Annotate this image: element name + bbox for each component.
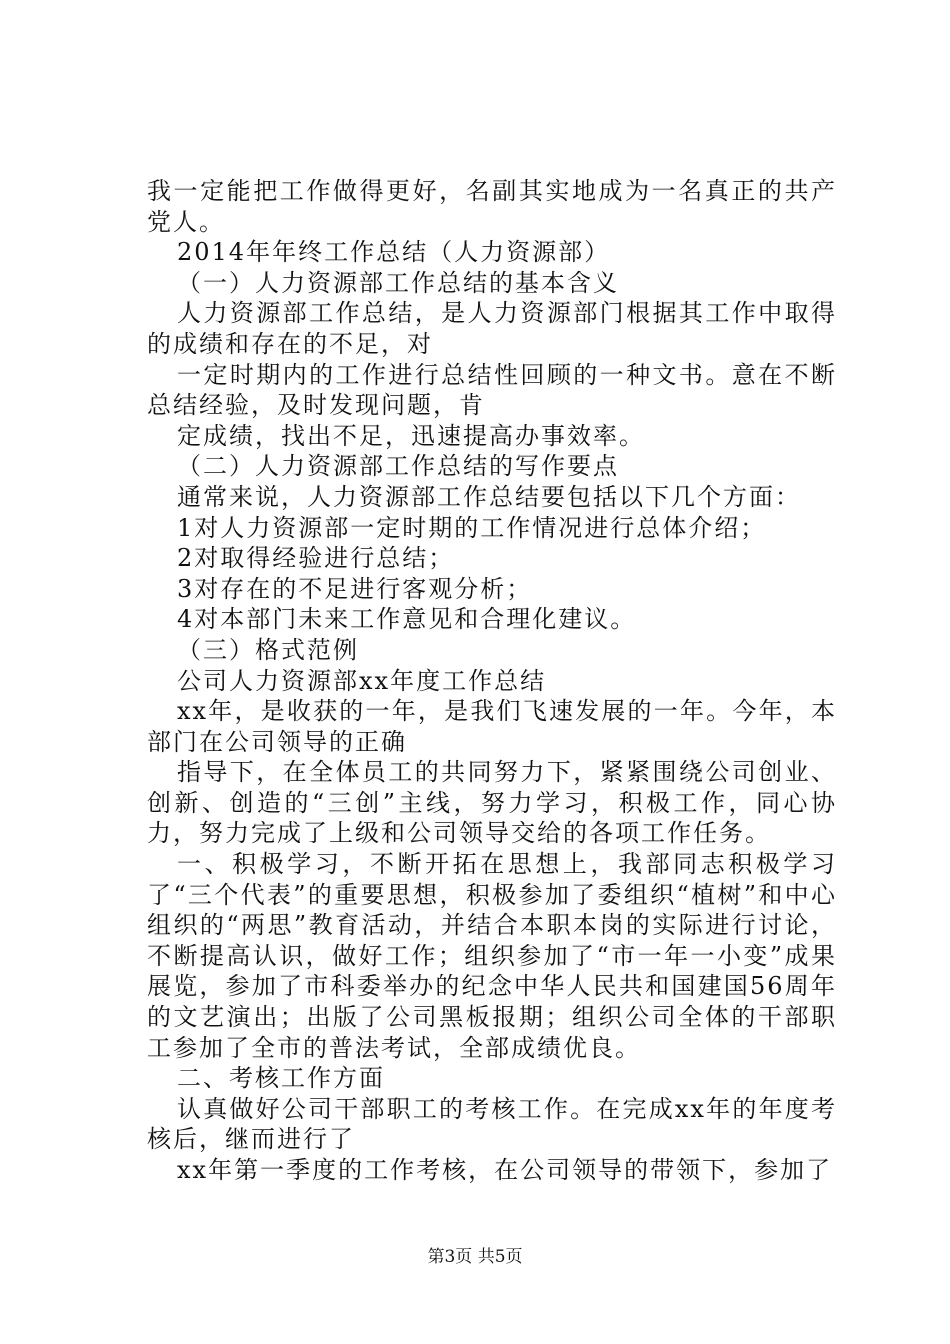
- page-number-footer: 第3页 共5页: [427, 1247, 523, 1267]
- paragraph: 2对取得经验进行总结；: [177, 544, 455, 573]
- paragraph: （一）人力资源部工作总结的基本含义: [177, 268, 619, 297]
- paragraph: （二）人力资源部工作总结的写作要点: [177, 452, 619, 481]
- paragraph: 通常来说，人力资源部工作总结要包括以下几个方面：: [177, 482, 801, 511]
- document-body: [147, 176, 837, 1186]
- paragraph: （三）格式范例: [177, 635, 359, 664]
- paragraph: 指导下，在全体员工的共同努力下，紧紧围绕公司创业、创新、创造的“三创”主线，努力学习，积极工作，同心协力，努力完成了上级和公司领导交给的各项工作任务。: [147, 758, 837, 848]
- paragraph: xx年，是收获的一年，是我们飞速发展的一年。今年，本部门在公司领导的正确: [147, 697, 837, 756]
- paragraph: 定成绩，找出不足，迅速提高办事效率。: [177, 421, 645, 450]
- paragraph: 1对人力资源部一定时期的工作情况进行总体介绍；: [177, 513, 767, 542]
- paragraph: 认真做好公司干部职工的考核工作。在完成xx年的年度考核后，继而进行了: [147, 1094, 837, 1154]
- paragraph: xx年第一季度的工作考核，在公司领导的带领下，参加了: [177, 1156, 833, 1184]
- paragraph: 4对本部门未来工作意见和合理化建议。: [177, 605, 637, 634]
- paragraph: 我一定能把工作做得更好，名副其实地成为一名真正的共产党人。: [147, 177, 837, 236]
- paragraph: 2014年年终工作总结（人力资源部）: [177, 238, 611, 267]
- paragraph: 一、积极学习，不断开拓在思想上，我部同志积极学习了“三个代表”的重要思想，积极参加了委组织“植树”和中心组织的“两思”教育活动，并结合本职本岗的实际进行讨论，不断提高认识，做好工作；组织参加了“市一年一小变”成果展览，参加了市科委举办的纪念中华人民共和国建国56周年的文艺演出；出版了公司黑板报期；组织公司全体的干部职工参加了全市的普法考试，全部成绩优良。: [147, 850, 837, 1062]
- paragraph: 3对存在的不足进行客观分析；: [177, 574, 533, 603]
- paragraph: 一定时期内的工作进行总结性回顾的一种文书。意在不断总结经验，及时发现问题，肯: [147, 360, 837, 420]
- paragraph: 人力资源部工作总结，是人力资源部门根据其工作中取得的成绩和存在的不足，对: [147, 299, 837, 358]
- paragraph: 公司人力资源部xx年度工作总结: [177, 666, 547, 695]
- paragraph: 二、考核工作方面: [177, 1064, 385, 1093]
